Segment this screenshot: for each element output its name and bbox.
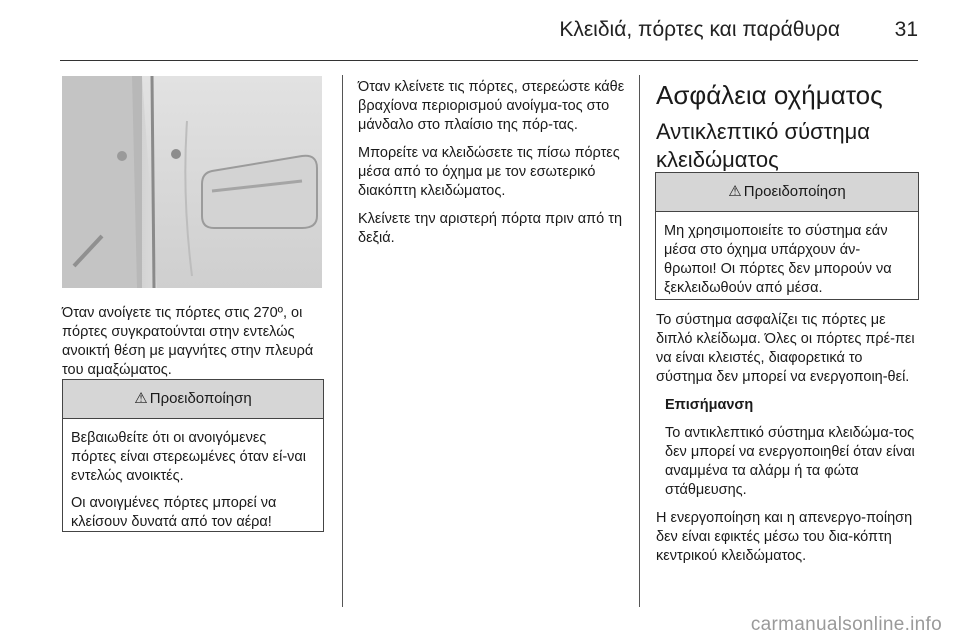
warning-body xyxy=(656,212,918,312)
door-illustration xyxy=(62,76,322,288)
warning-paragraph: Βεβαιωθείτε ότι οι ανοιγόμενες πόρτες είναι στερεωμένες όταν εί-ναι εντελώς ανοικτές. xyxy=(71,430,307,484)
note-title: Επισήμανση xyxy=(665,397,754,413)
warning-body xyxy=(63,419,323,546)
door-photo xyxy=(62,76,322,288)
warning-title: Προειδοποίηση xyxy=(743,183,846,200)
door-order-paragraph: Κλείνετε την αριστερή πόρτα πριν από τη δεξιά. xyxy=(358,211,623,246)
running-header-title: Κλειδιά, πόρτες και παράθυρα xyxy=(559,18,840,41)
warning-paragraph: Μη χρησιμοποιείτε το σύστημα εάν μέσα στο όχημα υπάρχουν άν-θρωποι! Οι πόρτες δεν μπορούν να ξεκλειδωθούν από μέσα. xyxy=(664,223,892,296)
warning-box-right xyxy=(655,172,919,300)
right-column-text xyxy=(656,311,922,575)
middle-column-text xyxy=(358,78,626,257)
activation-paragraph: Η ενεργοποίηση και η απενεργο-ποίηση δεν είναι εφικτές μέσω του δια-κόπτη κεντρικού κλειδώματος. xyxy=(656,510,913,564)
column-divider xyxy=(639,75,640,607)
warning-paragraph: Οι ανοιγμένες πόρτες μπορεί να κλείσουν δυνατά από τον αέρα! xyxy=(71,495,277,530)
warning-header xyxy=(656,173,918,212)
note-text: Το αντικλεπτικό σύστημα κλειδώμα-τος δεν μπορεί να ενεργοποιηθεί όταν είναι αναμμένα τα αλάρμ ή τα φώτα στάθμευσης. xyxy=(665,425,915,498)
warning-box-left xyxy=(62,379,324,532)
section-heading: Ασφάλεια οχήματος xyxy=(656,80,883,110)
double-lock-paragraph: Το σύστημα ασφαλίζει τις πόρτες με διπλό κλείδωμα. Όλες οι πόρτες πρέ-πει να είναι κλειστές, διαφορετικά το σύστημα δεν μπορεί να ενεργοποιη-θεί. xyxy=(656,312,915,385)
left-column-text xyxy=(62,304,332,389)
subsection-heading: Αντικλεπτικό σύστημα κλειδώματος xyxy=(656,119,871,172)
warning-triangle-icon: ⚠ xyxy=(134,390,148,407)
closing-doors-paragraph: Όταν κλείνετε τις πόρτες, στερεώστε κάθε βραχίονα περιορισμού ανοίγμα-τος στο μάνδαλο στο πλαίσιο της πόρ-τας. xyxy=(358,79,625,133)
page-number: 31 xyxy=(894,18,918,41)
column-divider xyxy=(342,75,343,607)
warning-triangle-icon: ⚠ xyxy=(728,183,742,200)
header-rule xyxy=(60,60,918,61)
watermark: carmanualsonline.info xyxy=(750,614,942,635)
warning-header xyxy=(63,380,323,419)
warning-title: Προειδοποίηση xyxy=(149,390,252,407)
door-opening-paragraph: Όταν ανοίγετε τις πόρτες στις 270º, οι πόρτες συγκρατούνται στην εντελώς ανοικτή θέση με μαγνήτες στην πλευρά του αμαξώματος. xyxy=(62,305,314,378)
note-block xyxy=(665,396,922,500)
locking-rear-doors-paragraph: Μπορείτε να κλειδώσετε τις πίσω πόρτες μέσα από το όχημα με τον εσωτερικό διακόπτη κλειδώματος. xyxy=(358,145,620,199)
